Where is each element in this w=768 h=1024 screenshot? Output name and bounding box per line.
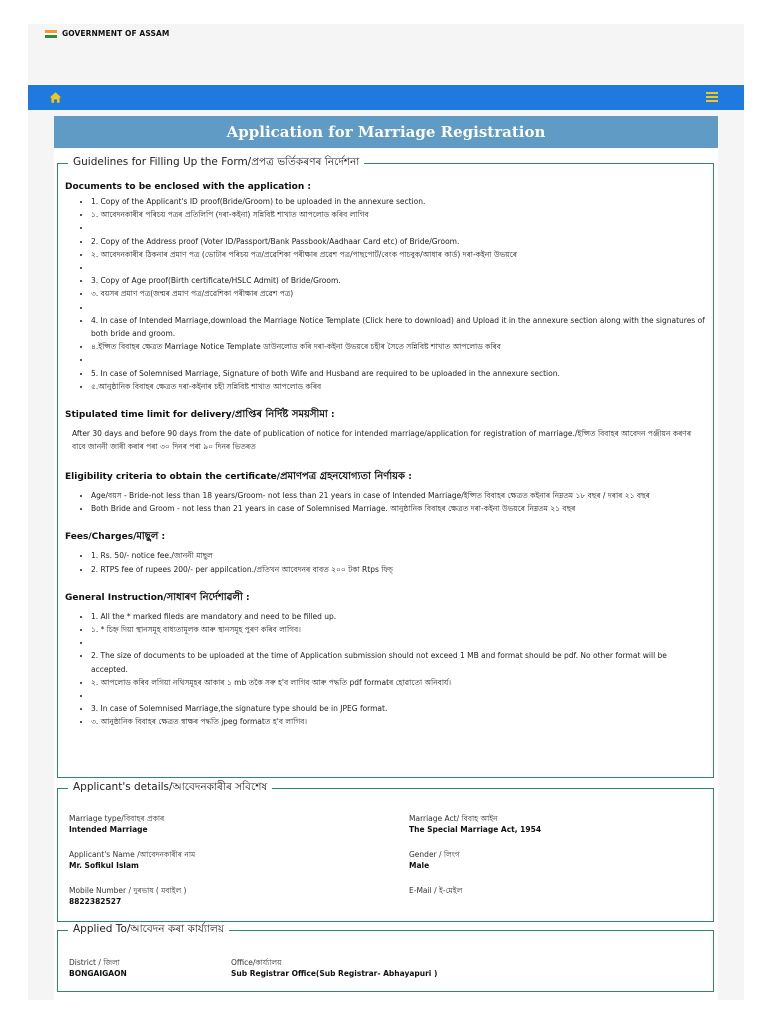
marriage-type-field (69, 813, 164, 836)
list-item: • 2. Copy of the Address proof (Voter ID/Passport/Bank Passbook/Aadhaar Card etc) of Bride/Groom. (91, 235, 705, 248)
gender-value: Male (409, 861, 430, 870)
guidelines-fieldset (57, 156, 714, 778)
office-field (231, 957, 437, 980)
hamburger-menu-icon[interactable] (706, 92, 718, 102)
gender-field (409, 849, 460, 872)
applied-to-fieldset (57, 923, 714, 992)
time-limit-heading: Stipulated time limit for delivery/প্ৰাপ্তিৰ নিৰ্দিষ্ট সময়সীমা : (65, 408, 335, 420)
list-item: • 3. In case of Solemnised Marriage,the signature type should be in JPEG format. (91, 702, 705, 715)
marriage-act-value: The Special Marriage Act, 1954 (409, 825, 542, 834)
list-item: • 5. In case of Solemnised Marriage, Signature of both Wife and Husband are required to be uploaded in the annexure section. (91, 367, 705, 380)
guidelines-legend: Guidelines for Filling Up the Form/প্ৰপত্ৰ ভৰ্তিকৰণৰ নিৰ্দেশনা (68, 155, 364, 172)
form-title: Application for Marriage Registration (226, 123, 546, 141)
list-item: • ১. * চিহ্ন দিয়া স্থানসমূহ বাধ্যতামূলক আৰু স্থানসমূহ পুৰণ কৰিব লাগিব। (91, 623, 705, 636)
india-flag-icon (45, 30, 57, 38)
email-field (409, 885, 462, 896)
mobile-label: Mobile Number / দুৰভাষ ( মবাইল ) (69, 886, 187, 895)
general-instruction-heading: General Instruction/সাধাৰণ নিৰ্দেশাৱলী : (65, 591, 250, 603)
list-item: • ২. আবেদনকাৰীৰ ঠিকনাৰ প্ৰমাণ পত্ৰ (ভোটাৰ পৰিচয় পত্ৰ/প্ৰৱেশিকা পৰীক্ষাৰ প্ৰৱেশ পত্ৰ/পাছপোৰ্ট/বেংক পাচবুক/আধাৰ কাৰ্ড) দৰা-কইনা উভয়ৰে (91, 248, 705, 261)
mobile-field (69, 885, 186, 908)
list-item: • ২. আপলোড কৰিব লগিয়া নথিসমূহৰ আকাৰ ১ mb তকৈ সৰু হ'ব লাগিব আৰু পদ্ধতি pdf formatৰ হোৱাতো অনিবাৰ্য। (91, 676, 705, 689)
home-icon[interactable] (49, 91, 62, 104)
marriage-type-label: Marriage type/বিবাহৰ প্ৰকাৰ (69, 814, 165, 823)
office-value: Sub Registrar Office(Sub Registrar- Abhayapuri ) (231, 969, 438, 978)
applicant-details-legend: Applicant's details/আবেদনকাৰীৰ সবিশেষ (68, 780, 272, 797)
applied-to-legend: Applied To/আবেদন কৰা কাৰ্য্যালয় (68, 922, 229, 939)
applicant-name-value: Mr. Sofikul Islam (69, 861, 139, 870)
list-item: • ৫.আনুষ্ঠানিক বিবাহৰ ক্ষেত্ৰত দৰা-কইনাৰ চহী সন্নিবিষ্ট শাখাত আপলোড কৰিব (91, 380, 705, 393)
list-item: • 2. The size of documents to be uploaded at the time of Application submission should not exceed 1 MB and format should be pdf. No other format will be accepted. (91, 649, 705, 675)
list-item (91, 689, 705, 702)
list-item: • ৩. আনুষ্ঠানিক বিবাহৰ ক্ষেত্ৰত স্বাক্ষৰ পদ্ধতি jpeg formatত হ'ব লাগিব। (91, 715, 705, 728)
fees-heading: Fees/Charges/মাছুল : (65, 531, 166, 543)
form-title-bar (54, 116, 718, 148)
district-field (69, 957, 127, 980)
fees-list (65, 549, 705, 575)
applicant-details-fieldset (57, 781, 714, 922)
list-item: • Age/বয়স - Bride-not less than 18 years/Groom- not less than 21 years in case of Intended Marriage/ইপ্সিত বিবাহৰ ক্ষেত্ৰত কইনাৰ নিম্নতম ১৮ বছৰ / দৰাৰ ২১ বছৰ (91, 489, 705, 502)
list-item: • 3. Copy of Age proof(Birth certificate/HSLC Admit) of Bride/Groom. (91, 274, 705, 287)
list-item: • 2. RTPS fee of rupees 200/- per appilcation./প্ৰতিখন আবেদনৰ বাবত ২০০ টকা Rtps ফিচ্ (91, 563, 705, 576)
list-item: • ৩. বয়সৰ প্ৰমাণ পত্ৰ(জন্মৰ প্ৰমাণ পত্ৰ/প্ৰৱেশিকা পৰীক্ষাৰ প্ৰৱেশ পত্ৰ) (91, 287, 705, 300)
marriage-act-field (409, 813, 541, 836)
list-item: • Both Bride and Groom - not less than 21 years in case of Solemnised Marriage. আনুষ্ঠানিক বিবাহৰ ক্ষেত্ৰত দৰা-কইনা উভয়ৰে নিম্নতম ২১ বছৰ (91, 502, 705, 515)
documents-list (65, 195, 705, 393)
list-item (91, 636, 705, 649)
eligibility-list (65, 489, 705, 515)
marriage-type-value: Intended Marriage (69, 825, 148, 834)
documents-heading: Documents to be enclosed with the application : (65, 182, 311, 192)
guidelines-body (65, 182, 705, 729)
navbar (28, 85, 744, 110)
government-title: GOVERNMENT OF ASSAM (62, 29, 170, 38)
list-item: • 1. All the * marked fileds are mandatory and need to be filled up. (91, 610, 705, 623)
list-item: • 4. In case of Intended Marriage,download the Marriage Notice Template (Click here to download) and Upload it in the annexure section along with the signatures of both bride and groom. (91, 314, 705, 340)
district-label: District / জিলা (69, 958, 120, 967)
applicant-name-field (69, 849, 195, 872)
general-instruction-list (65, 610, 705, 729)
list-item: • 1. Copy of the Applicant's ID proof(Bride/Groom) to be uploaded in the annexure section. (91, 195, 705, 208)
time-limit-text: After 30 days and before 90 days from the date of publication of notice for intended marriage/application for registration of marriage./ইপ্সিত বিবাহৰ আবেদন পঞ্জীয়ন কৰণৰ বাবে জাননী জাৰী কৰাৰ পৰা ৩০ দিনৰ পৰা ৯০ দিনৰ ভিতৰত (72, 428, 692, 451)
mobile-value: 8822382527 (69, 897, 122, 906)
list-item: • 1. Rs. 50/- notice fee./জাননী মাছুল (91, 549, 705, 562)
list-item: • ১. আবেদনকাৰীৰ পৰিচয় পত্ৰৰ প্ৰতিলিপি (দৰা-কইনা) সন্নিবিষ্ট শাখাত আপলোড কৰিব লাগিব (91, 208, 705, 221)
list-item (91, 301, 705, 314)
applicant-name-label: Applicant's Name /আবেদনকাৰীৰ নাম (69, 850, 196, 859)
email-label: E-Mail / ই-মেইল (409, 886, 463, 895)
government-header (28, 24, 744, 84)
office-label: Office/কাৰ্য্যালয় (231, 958, 282, 967)
list-item (91, 221, 705, 234)
list-item: • ৪.ইপ্সিত বিবাহৰ ক্ষেত্ৰত Marriage Notice Template ডাউনলোড কৰি দৰা-কইনা উভয়ৰে চহীৰ সৈতে সন্নিবিষ্ট শাখাত আপলোড কৰিব (91, 340, 705, 353)
list-item (91, 353, 705, 366)
gender-label: Gender / লিংগ (409, 850, 460, 859)
list-item (91, 261, 705, 274)
marriage-act-label: Marriage Act/ বিবাহ আইন (409, 814, 498, 823)
eligibility-heading: Eligibility criteria to obtain the certificate/প্ৰমাণপত্ৰ গ্ৰহনযোগ্যতা নিৰ্ণায়ক : (65, 470, 412, 482)
district-value: BONGAIGAON (69, 969, 127, 978)
